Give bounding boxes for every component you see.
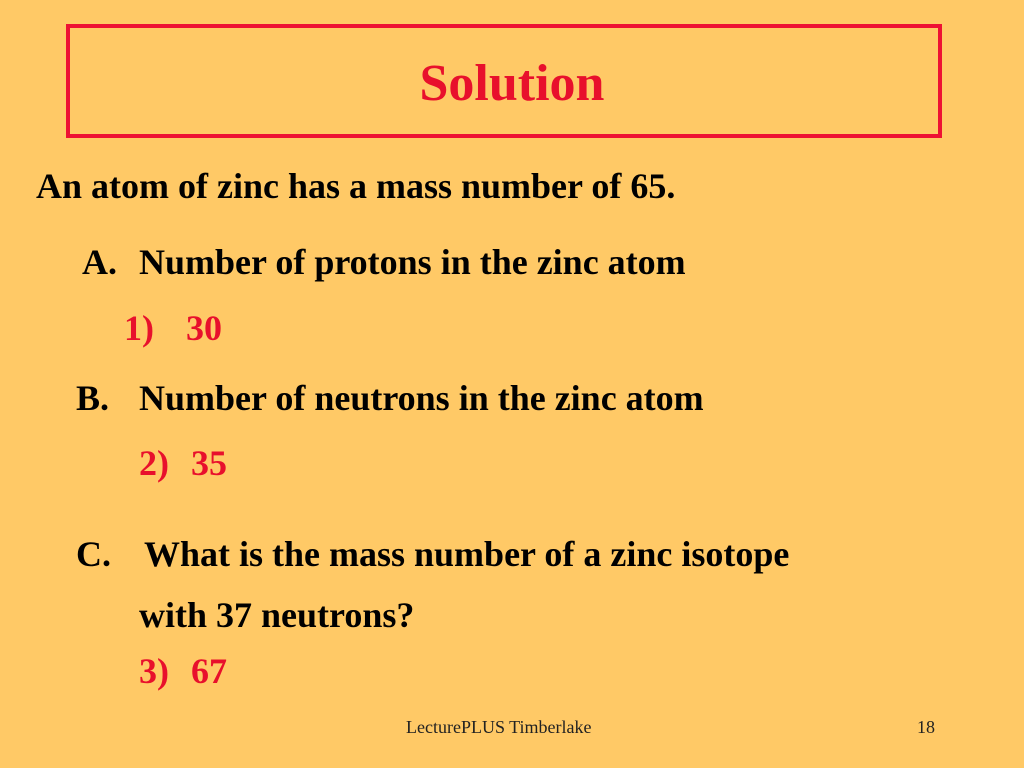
page-number: 18 <box>917 717 935 737</box>
answer-a-value: 30 <box>186 308 222 348</box>
question-b-text: Number of neutrons in the zinc atom <box>139 378 704 418</box>
answer-c-number: 3) <box>139 651 169 691</box>
question-a-letter: A. <box>82 242 117 282</box>
slide-title: Solution <box>419 55 605 112</box>
answer-b-number: 2) <box>139 443 169 483</box>
answer-c-value: 67 <box>191 651 227 691</box>
answer-b-value: 35 <box>191 443 227 483</box>
question-a-text: Number of protons in the zinc atom <box>139 242 686 282</box>
answer-a-number: 1) <box>124 308 154 348</box>
footer-source: LecturePLUS Timberlake <box>406 717 592 737</box>
question-c-text-line1: What is the mass number of a zinc isotope <box>144 534 790 574</box>
question-c-letter: C. <box>76 534 111 574</box>
question-b-letter: B. <box>76 378 110 418</box>
intro-statement: An atom of zinc has a mass number of 65. <box>36 166 676 206</box>
question-c-text-line2: with 37 neutrons? <box>139 595 415 635</box>
